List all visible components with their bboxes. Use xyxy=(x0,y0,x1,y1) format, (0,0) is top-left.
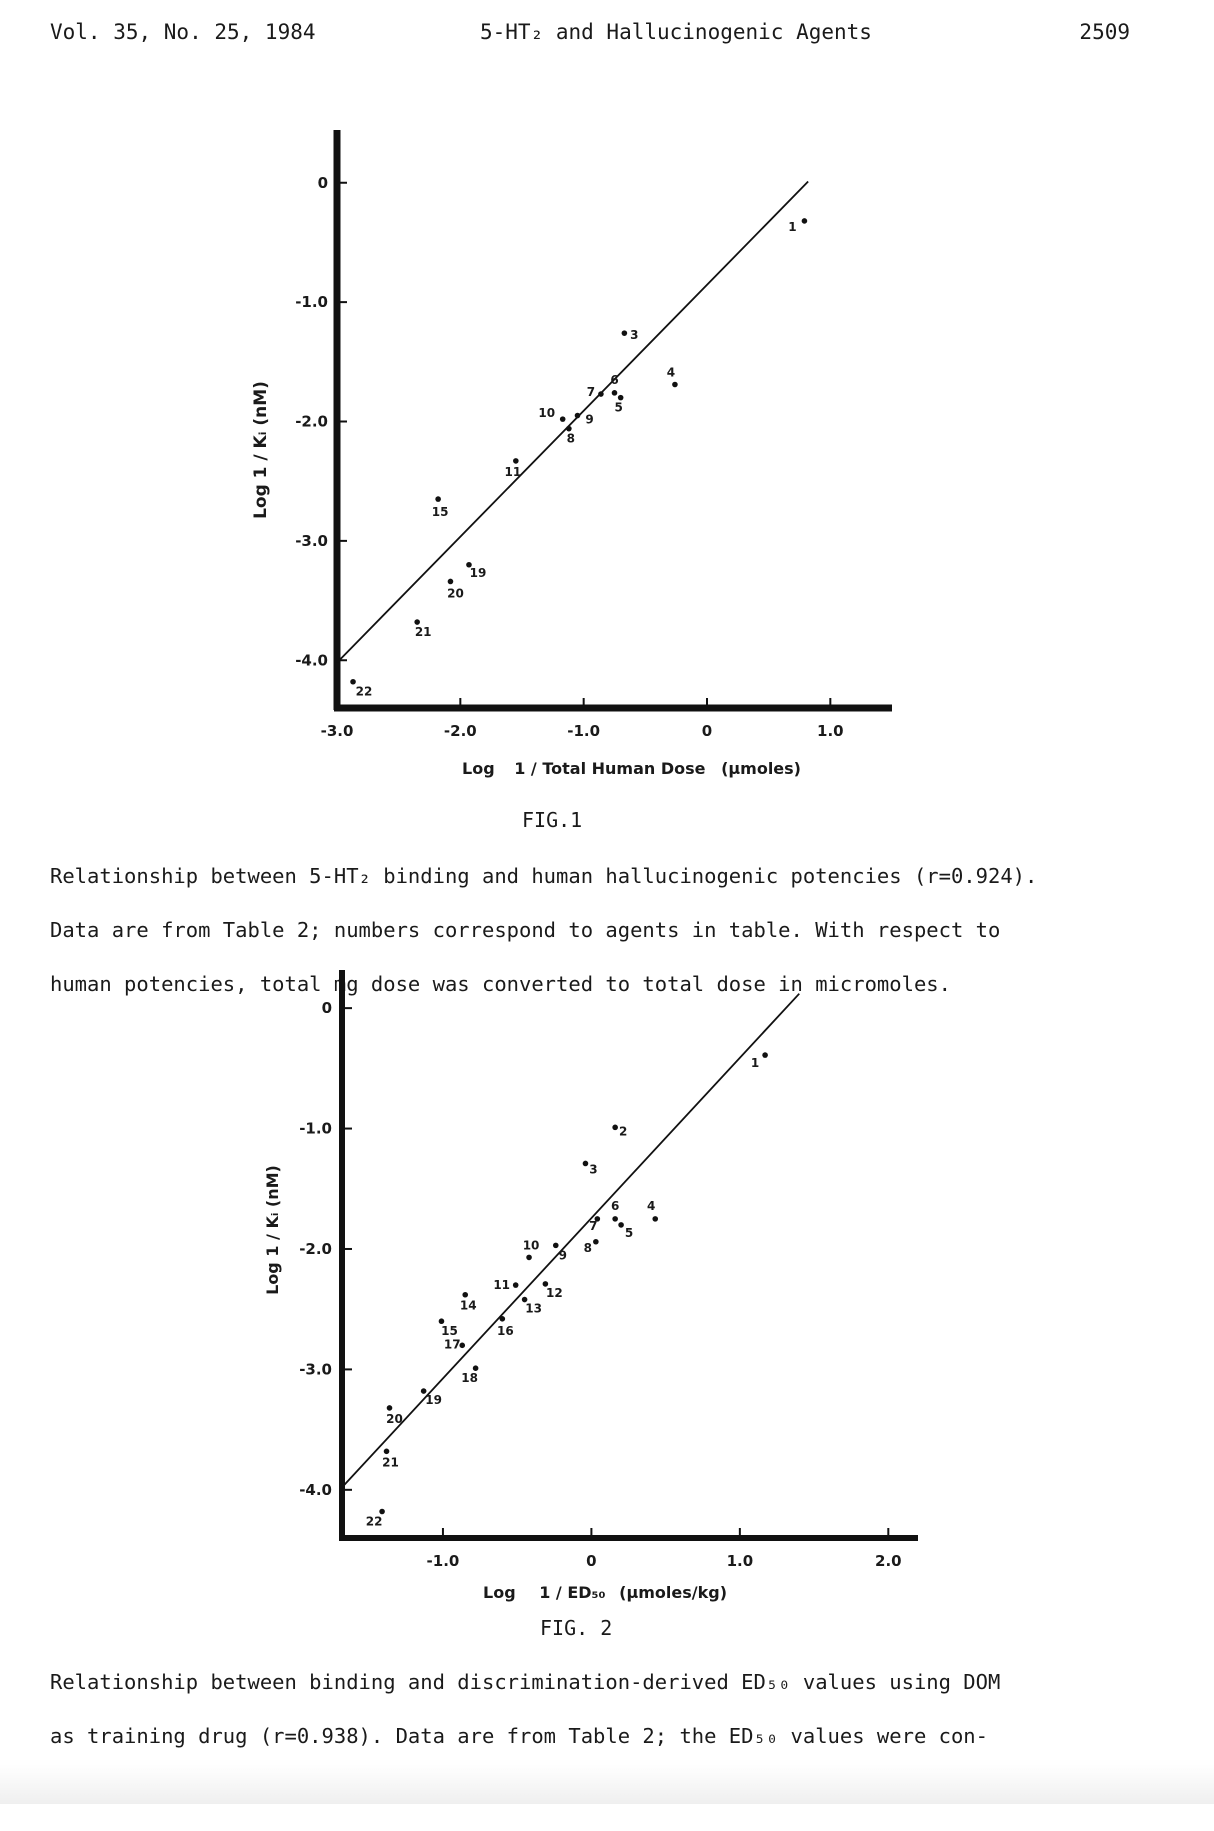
data-point-label: 19 xyxy=(469,565,487,580)
data-point-11 xyxy=(513,458,519,464)
y-tick-label: -4.0 xyxy=(295,651,328,670)
data-point-label: 2 xyxy=(618,1124,628,1139)
data-point-8 xyxy=(566,426,572,432)
caption-line: Data are from Table 2; numbers correspond to agents in table. With respect to xyxy=(50,918,1001,942)
data-point-label: 10 xyxy=(538,406,556,421)
data-point-5 xyxy=(618,1222,624,1228)
data-point-15 xyxy=(435,496,441,502)
data-point-1 xyxy=(802,218,808,224)
x-axis-label-unit: (μmoles/kg) xyxy=(619,1583,727,1602)
x-axis-label-main: 1 / Total Human Dose xyxy=(514,759,706,778)
data-point-21 xyxy=(414,619,420,625)
data-point-label: 22 xyxy=(355,684,373,699)
data-point-label: 1 xyxy=(788,219,797,234)
y-tick-label: -4.0 xyxy=(299,1480,332,1499)
x-axis-label-main: 1 / ED₅₀ xyxy=(539,1583,606,1602)
data-point-4 xyxy=(652,1216,658,1222)
data-point-label: 15 xyxy=(431,505,449,520)
data-point-label: 19 xyxy=(425,1393,443,1408)
x-tick-label: 2.0 xyxy=(875,1552,902,1570)
figure-1-chart xyxy=(0,110,1214,790)
x-tick-label: 1.0 xyxy=(817,722,844,740)
data-point-21 xyxy=(384,1448,390,1454)
data-point-5 xyxy=(618,395,624,401)
y-tick-label: -3.0 xyxy=(295,531,328,550)
x-axis-label xyxy=(483,1583,727,1602)
y-tick-label: -1.0 xyxy=(299,1119,332,1138)
data-point-15 xyxy=(439,1318,445,1324)
x-tick-label: -2.0 xyxy=(443,722,477,740)
data-point-label: 8 xyxy=(566,431,576,446)
data-point-label: 15 xyxy=(441,1324,458,1339)
figure-2-title: FIG. 2 xyxy=(540,1616,613,1640)
running-header xyxy=(50,20,1130,50)
x-tick-label: 1.0 xyxy=(726,1552,754,1570)
data-point-16 xyxy=(500,1316,506,1322)
data-point-label: 3 xyxy=(589,1162,598,1177)
data-point-3 xyxy=(622,330,628,336)
data-point-label: 22 xyxy=(365,1514,383,1529)
y-tick-label: 0 xyxy=(317,173,328,192)
data-point-9 xyxy=(575,413,581,419)
x-tick-label: -1.0 xyxy=(567,722,601,740)
data-point-2 xyxy=(612,1125,618,1131)
x-tick-label: -3.0 xyxy=(320,722,354,740)
page-bottom-shadow xyxy=(0,1764,1214,1804)
figure-2-chart xyxy=(0,960,1214,1620)
y-tick-label: -2.0 xyxy=(299,1239,332,1258)
data-point-label: 5 xyxy=(614,400,623,415)
data-point-22 xyxy=(379,1509,385,1515)
data-point-label: 9 xyxy=(558,1248,567,1263)
caption-line: Relationship between 5-HT₂ binding and human hallucinogenic potencies (r=0.924). xyxy=(50,864,1038,888)
data-point-4 xyxy=(672,382,678,388)
data-point-label: 17 xyxy=(443,1337,461,1352)
data-point-8 xyxy=(593,1239,599,1245)
data-point-label: 1 xyxy=(750,1056,760,1071)
data-point-6 xyxy=(612,390,618,396)
y-tick-label: 0 xyxy=(321,999,332,1018)
data-point-label: 13 xyxy=(525,1301,542,1316)
data-point-label: 12 xyxy=(546,1285,563,1300)
running-title: 5-HT₂ and Hallucinogenic Agents xyxy=(480,20,872,44)
y-axis-label: Log 1 / Kᵢ (nM) xyxy=(251,381,271,519)
data-point-label: 5 xyxy=(624,1225,634,1240)
x-tick-label: 0 xyxy=(586,1552,597,1570)
caption-line: Relationship between binding and discrimination-derived ED₅₀ values using DOM xyxy=(50,1670,1001,1694)
figure-1-title: FIG.1 xyxy=(522,808,583,832)
data-point-10 xyxy=(526,1255,532,1261)
data-point-14 xyxy=(462,1292,468,1298)
y-axis-label: Log 1 / Kᵢ (nM) xyxy=(263,1165,282,1295)
data-point-9 xyxy=(553,1243,559,1249)
data-point-label: 4 xyxy=(666,365,676,380)
data-point-label: 14 xyxy=(459,1298,477,1313)
data-point-label: 11 xyxy=(493,1278,511,1293)
data-point-label: 8 xyxy=(583,1240,593,1255)
data-point-3 xyxy=(583,1161,589,1167)
data-point-label: 20 xyxy=(386,1411,403,1426)
data-point-label: 6 xyxy=(610,372,619,387)
data-point-label: 7 xyxy=(589,1218,598,1233)
x-axis-label-unit: (μmoles) xyxy=(721,759,801,778)
x-tick-label: -1.0 xyxy=(426,1552,460,1570)
y-tick-label: -3.0 xyxy=(299,1360,332,1379)
data-point-label: 10 xyxy=(522,1238,540,1253)
y-tick-label: -2.0 xyxy=(295,412,328,431)
data-point-label: 21 xyxy=(414,625,432,640)
x-axis-label-log: Log xyxy=(462,759,495,778)
data-point-20 xyxy=(448,579,454,585)
y-tick-label: -1.0 xyxy=(295,293,328,312)
regression-line xyxy=(337,182,808,663)
data-point-18 xyxy=(473,1365,479,1371)
x-axis-label-log: Log xyxy=(483,1583,516,1602)
data-point-11 xyxy=(513,1282,519,1288)
page-number: 2509 xyxy=(1079,20,1130,44)
journal-volume: Vol. 35, No. 25, 1984 xyxy=(50,20,316,44)
data-point-label: 16 xyxy=(496,1323,514,1338)
data-point-label: 6 xyxy=(610,1198,620,1213)
data-point-22 xyxy=(350,679,356,685)
data-point-label: 21 xyxy=(382,1455,399,1470)
caption-line: as training drug (r=0.938). Data are from Table 2; the ED₅₀ values were con- xyxy=(50,1724,988,1748)
data-point-6 xyxy=(612,1216,618,1222)
data-point-label: 3 xyxy=(630,328,639,343)
x-tick-label: 0 xyxy=(701,722,713,740)
caption-line: human potencies, total mg dose was converted to total dose in micromoles. xyxy=(50,972,951,996)
data-point-10 xyxy=(560,416,566,422)
regression-line xyxy=(342,994,799,1488)
data-point-20 xyxy=(387,1405,393,1411)
data-point-1 xyxy=(762,1052,768,1058)
data-point-7 xyxy=(598,391,604,397)
data-point-label: 9 xyxy=(585,412,594,427)
data-point-label: 4 xyxy=(647,1198,656,1213)
data-point-label: 20 xyxy=(447,586,464,601)
x-axis-label xyxy=(462,759,801,778)
data-point-label: 11 xyxy=(504,464,522,479)
data-point-label: 18 xyxy=(461,1371,478,1386)
data-point-label: 7 xyxy=(586,385,596,400)
